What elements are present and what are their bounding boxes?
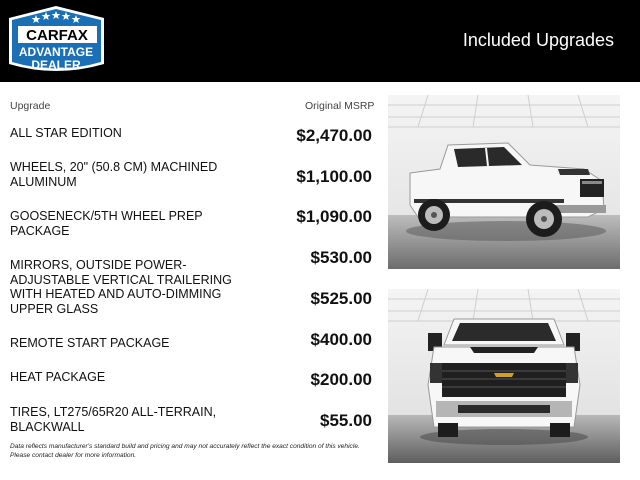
column-header-msrp: Original MSRP	[305, 100, 375, 112]
svg-text:DEALER: DEALER	[31, 58, 81, 72]
upgrade-name: WHEELS, 20" (50.8 CM) MACHINED ALUMINUM	[10, 160, 218, 189]
upgrade-name: HEAT PACKAGE	[10, 370, 106, 384]
upgrade-price: $2,470.00	[296, 126, 372, 145]
upgrade-price: $525.00	[310, 289, 372, 308]
truck-front-view-photo	[388, 289, 620, 463]
upgrade-price: $1,100.00	[296, 167, 372, 186]
column-header-upgrade: Upgrade	[10, 100, 51, 112]
upgrade-name: MIRRORS, OUTSIDE POWER-ADJUSTABLE VERTICAL TRAILERING WITH HEATED AND AUTO-DIMMING UPPER GLASS	[10, 258, 232, 316]
svg-text:ADVANTAGE: ADVANTAGE	[18, 45, 94, 59]
carfax-logo-icon	[6, 4, 107, 78]
upgrade-price: $530.00	[310, 248, 372, 267]
truck-side-view-photo	[388, 95, 620, 269]
upgrade-name: REMOTE START PACKAGE	[10, 336, 170, 350]
upgrade-price: $400.00	[310, 330, 372, 349]
disclaimer-text: Data reflects manufacturer's standard build and pricing and may not accurately reflect the exact condition of this vehicle. Please contact dealer for more information.	[10, 443, 360, 459]
upgrade-price: $1,090.00	[296, 207, 372, 226]
upgrade-name: TIRES, LT275/65R20 ALL-TERRAIN, BLACKWALL	[10, 405, 217, 434]
page-title: Included Upgrades	[462, 30, 614, 50]
upgrade-price: $200.00	[310, 370, 372, 389]
upgrade-price: $55.00	[320, 411, 372, 430]
header-bar	[0, 0, 640, 82]
svg-text:CARFAX: CARFAX	[26, 27, 88, 44]
upgrade-name: GOOSENECK/5TH WHEEL PREP PACKAGE	[10, 209, 203, 238]
upgrade-name: ALL STAR EDITION	[10, 126, 122, 140]
